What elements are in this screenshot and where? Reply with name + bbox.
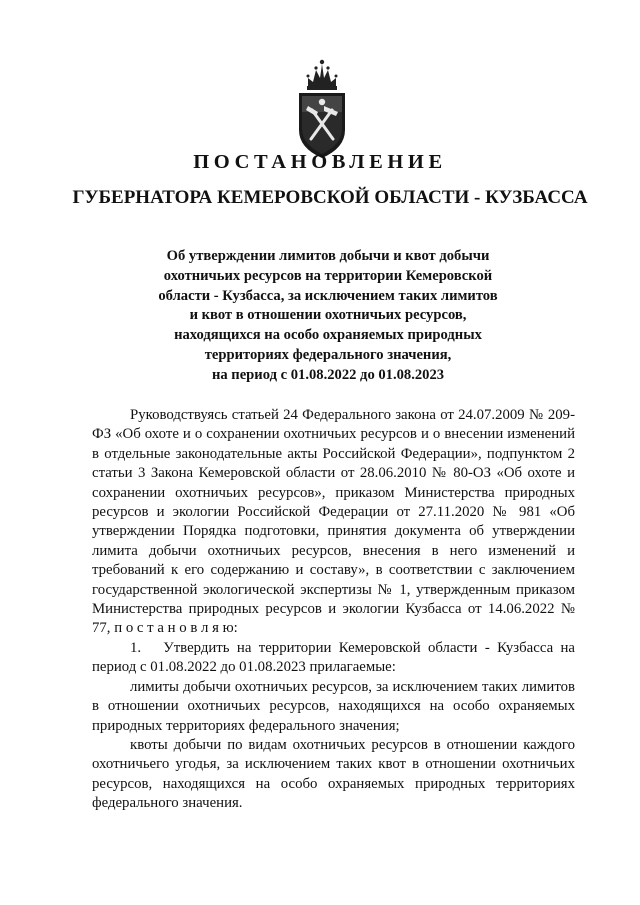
- document-body: [92, 406, 575, 814]
- subject-line: на период с 01.08.2022 до 01.08.2023: [211, 366, 445, 383]
- subject-line: охотничьих ресурсов на территории Кемеровской: [163, 267, 493, 284]
- document-subject: [128, 247, 528, 386]
- subject-line: Об утверждении лимитов добычи и квот добычи: [166, 248, 490, 264]
- item-1-quotas-paragraph: квоты добычи по видам охотничьих ресурсов в отношении каждого охотничьего угодья, за исключением таких квот в отношении охотничьих ресурсов, находящихся на особо охраняемых природных территориях федерального значения.: [92, 736, 575, 812]
- issuer-title: ГУБЕРНАТОРА КЕМЕРОВСКОЙ ОБЛАСТИ - КУЗБАССА: [72, 187, 588, 208]
- subject-line: области - Кузбасса, за исключением таких лимитов: [158, 287, 498, 304]
- item-1-limits-paragraph: лимиты добычи охотничьих ресурсов, за исключением таких лимитов в отношении охотничьих ресурсов, находящихся на особо охраняемых природных территориях федерального значения;: [92, 678, 575, 734]
- subject-line: территориях федерального значения,: [204, 346, 452, 363]
- item-1-paragraph: 1. Утвердить на территории Кемеровской области - Кузбасса на период с 01.08.2022 до 01.08.2023 прилагаемые:: [92, 639, 575, 676]
- subject-line: находящихся на особо охраняемых природных: [174, 327, 482, 344]
- subject-line: и квот в отношении охотничьих ресурсов,: [189, 307, 467, 324]
- kemerovo-coat-of-arms-icon: [294, 56, 350, 160]
- preamble-paragraph: Руководствуясь статьей 24 Федерального закона от 24.07.2009 № 209-ФЗ «Об охоте и о сохранении охотничьих ресурсов и о внесении изменений в отдельные законодательные акты Российской Федерации», подпунктом 2 статьи 3 Закона Кемеровской области от 28.06.2010 № 80-ОЗ «Об охоте и сохранении охотничьих ресурсов», приказом Министерства природных ресурсов и экологии Российской Федерации от 27.11.2020 № 981 «Об утверждении Порядка подготовки, принятия документа об утверждении лимита добычи охотничьих ресурсов, внесения в него изменений и требований к его содержанию и составу», в соответствии с заключением государственной экологической экспертизы № 1, утвержденным приказом Министерства природных ресурсов и экологии Кузбасса от 14.06.2022 № 77, п о с т а н о в л я ю:: [92, 407, 575, 637]
- document-type-title: ПОСТАНОВЛЕНИЕ: [193, 151, 447, 173]
